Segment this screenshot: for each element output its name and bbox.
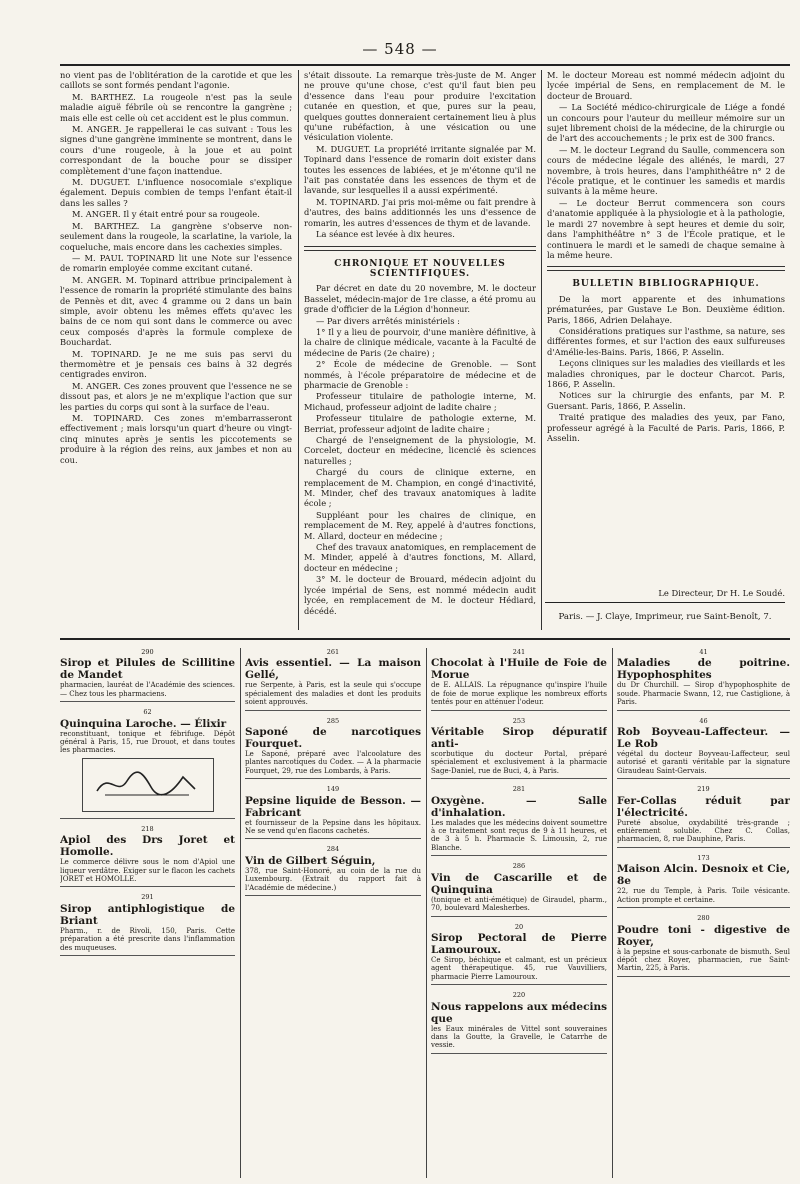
ad-number: 290 xyxy=(141,648,154,656)
ad-body: pharmacien, lauréat de l'Académie des sciences. — Chez tous les pharmaciens. xyxy=(60,681,235,698)
ad-number: 46 xyxy=(699,716,708,725)
ads-column-c xyxy=(431,648,607,1178)
advertisement xyxy=(431,648,607,711)
advertisement xyxy=(431,991,607,1054)
paragraph: M. DUGUET. L'influence nosocomiale s'explique également. Depuis combien de temps l'enfant était-il dans les salles ? xyxy=(60,177,292,208)
ad-body: (tonique et anti-émétique) de Giraudel, pharm., 70, boulevard Malesherbes. xyxy=(431,895,607,913)
ad-body: Les malades que les médecins doivent soumettre à ce traitement sont reçus de 9 à 11 heures, et de 3 à 5 h. Pharmacie S. Limousin, 2, rue Blanche. xyxy=(431,818,607,852)
ad-number: 291 xyxy=(141,893,154,902)
paragraph: M. BARTHEZ. La gangrène s'observe non-seulement dans la rougeole, la scarlatine, la variole, la coqueluche, mais encore dans les cachexies simples. xyxy=(60,220,292,252)
ad-body: 378, rue Saint-Honoré, au coin de la rue du Luxembourg. (Extrait du rapport fait à l'Académie de médecine.) xyxy=(245,866,421,892)
section-rule xyxy=(304,246,536,251)
advertisement xyxy=(431,717,607,780)
ad-body: scorbutique du docteur Portal, préparé spécialement et exclusivement à la pharmacie Sage-Daniel, rue de Buci, 4, à Paris. xyxy=(431,750,607,775)
paragraph: Chef des travaux anatomiques, en remplacement de M. Minder, appelé à d'autres fonctions, M. Allard, docteur en médecine ; xyxy=(304,542,536,573)
paragraph: M. ANGER. M. Topinard attribue principalement à l'essence de romarin la propriété stimulante des bains de Pennès et dit, avec 4 gramme ou 2 dans un bain simple, avoir obtenu les mêmes effets qu'avec les bains de ce nom qui sont dans le commerce ou avec ceux composés d'après la formule complexe de Bouchardat. xyxy=(60,274,292,348)
advertisement xyxy=(431,923,607,986)
paragraph: Suppléant pour les chaires de clinique, en remplacement de M. Rey, appelé à d'autres fonctions, M. Allard, docteur en médecine ; xyxy=(304,509,536,541)
advertisement xyxy=(245,648,421,711)
paragraph: Professeur titulaire de pathologie externe, M. Berriat, professeur adjoint de ladite chaire ; xyxy=(304,413,536,434)
ad-title: Pepsine liquide de Besson. — Fabricant xyxy=(245,794,421,819)
paragraph: M. TOPINARD. J'ai pris moi-même ou fait prendre à d'autres, des bains additionnés les uns d'essence de romarin, les autres d'essences de thym et de lavande. xyxy=(304,196,536,228)
ad-title: Maison Alcin. Desnoix et Cie, 8e xyxy=(617,863,790,888)
paragraph: Par décret en date du 20 novembre, M. le docteur Basselet, médecin-major de 1re classe, a été promu au grade d'officier de la Légion d'honneur. xyxy=(304,283,536,315)
paragraph: M. TOPINARD. Ces zones m'embarrasseront effectivement ; mais lorsqu'un quart d'heure ou vingt-cinq minutes après je sentis les piccotements se produire à la région des reins, aux jambes et non au cou. xyxy=(60,413,292,465)
paragraph: 2° École de médecine de Grenoble. — Sont nommés, à l'école préparatoire de médecine et de pharmacie de Grenoble : xyxy=(304,359,536,390)
paragraph: M. ANGER. Ces zones prouvent que l'essence ne se dissout pas, et alors je ne m'explique l'action que sur les parties du corps qui sont à la surface de l'eau. xyxy=(60,380,292,412)
paragraph: — Le docteur Berrut commencera son cours d'anatomie appliquée à la physiologie et à la pathologie, le mardi 27 novembre à sept heures et demie du soir, dans l'amphithéâtre n° 3 de l'École pratique, et le continuera le mardi et le samedi de chaque semaine à la même heure. xyxy=(547,197,785,260)
paragraph: Chargé du cours de clinique externe, en remplacement de M. Champion, en congé d'inactivité, M. Minder, chef des travaux anatomiques à ladite école ; xyxy=(304,467,536,509)
ad-body: Pureté absolue, oxydabilité très-grande ; entièrement soluble. Chez C. Collas, pharmacien, 8, rue Dauphine, Paris. xyxy=(617,818,790,844)
advertisement xyxy=(617,717,790,780)
advertisement xyxy=(431,785,607,856)
imprint: Paris. — J. Claye, Imprimeur, rue Saint-Benoît, 7. xyxy=(558,612,772,622)
paragraph: M. BARTHEZ. La rougeole n'est pas la seule maladie aiguë fébrile où se rencontre la gangrène ; mais elle est celle où cet accident est le plus commun. xyxy=(60,91,292,123)
chronique-title: CHRONIQUE ET NOUVELLES SCIENTIFIQUES. xyxy=(334,258,506,279)
advertisement xyxy=(245,785,421,839)
paragraph: 3° M. le docteur de Brouard, médecin adjoint du lycée impérial de Sens, est nommé médecin audit lycée, en remplacement de M. le docteur Hédiard, décédé. xyxy=(304,574,536,616)
paragraph: no vient pas de l'oblitération de la carotide et que les caillots se sont formés pendant l'agonie. xyxy=(60,70,292,91)
ad-title: Quinquina Laroche. — Élixir xyxy=(60,717,227,730)
ad-title: Sirop Pectoral de Pierre Lamouroux. xyxy=(431,931,607,956)
ad-number: 241 xyxy=(512,648,526,656)
ad-body: Le commerce délivre sous le nom d'Apiol une liqueur verdâtre. Exiger sur le flacon les cachets JORET et HOMOLLE. xyxy=(60,858,235,884)
page-number: — 548 — xyxy=(362,40,438,58)
paragraph: M. TOPINARD. Je ne me suis pas servi du thermomètre et je pensais ces bains à 32 degrés centigrades environ. xyxy=(60,348,292,380)
paragraph: — M. le docteur Legrand du Saulle, commencera son cours de médecine légale des aliénés, le mardi, 27 novembre, à trois heures, dans l'amphithéâtre n° 2 de l'école pratique, et le continuer les samedis et mardis suivants à la même heure. xyxy=(547,144,785,197)
section-rule xyxy=(547,266,785,271)
ad-title: Vin de Gilbert Séguin, xyxy=(245,854,376,867)
column-divider xyxy=(541,70,542,630)
advertisement xyxy=(60,893,235,956)
ad-body: Le Saponé, préparé avec l'alcoolature des plantes narcotiques du Codex. — A la pharmacie Fourquet, 29, rue des Lombards, à Paris. xyxy=(245,750,421,775)
ad-title: Sirop et Pilules de Scillitine de Mandet xyxy=(60,657,235,682)
ad-body: du Dr Churchill. — Sirop d'hypophosphite de soude. Pharmacie Swann, 12, rue Castiglione, à Paris. xyxy=(617,681,790,707)
ads-column-a xyxy=(60,648,235,1178)
column-3 xyxy=(547,70,785,582)
ad-title: Oxygène. — Salle d'inhalation. xyxy=(431,794,607,819)
ad-number: 41 xyxy=(699,648,708,656)
paragraph: — M. PAUL TOPINARD lit une Note sur l'essence de romarin employée comme excitant cutané. xyxy=(60,252,292,274)
column-divider xyxy=(298,70,299,630)
ad-title: Maladies de poitrine. Hypophosphites xyxy=(617,657,790,682)
ad-body: rue Serpente, à Paris, est la seule qui s'occupe spécialement des maladies et dont les produits soient approuvés. xyxy=(245,681,421,707)
paragraph: M. le docteur Moreau est nommé médecin adjoint du lycée impérial de Sens, en remplacement de M. le docteur de Brouard. xyxy=(547,70,785,101)
paragraph: M. ANGER. Je rappellerai le cas suivant : Tous les signes d'une gangrène imminente se montrent, dans le cours d'une rougeole, à la joue et au point correspondant de la bouche pour se dissiper complètement d'une façon inattendue. xyxy=(60,124,292,176)
director-signature: Le Directeur, Dr H. Le Soudé. xyxy=(658,588,785,598)
paragraph: Notices sur la chirurgie des enfants, par M. P. Guersant. Paris, 1866, P. Asselin. xyxy=(547,390,785,411)
advertisement xyxy=(60,708,235,819)
advertisement xyxy=(617,785,790,848)
paragraph: Chargé de l'enseignement de la physiologie, M. Corcelet, docteur en médecine, licencié ès sciences naturelles ; xyxy=(304,435,536,466)
advertisement xyxy=(245,717,421,780)
imprint-rule xyxy=(545,602,785,603)
ads-divider-line xyxy=(240,648,241,1178)
paragraph: Leçons cliniques sur les maladies des vieillards et les maladies chroniques, par le docteur Charcot. Paris, 1866, P. Asselin. xyxy=(547,358,785,389)
ad-number: 253 xyxy=(512,716,526,725)
ad-number: 280 xyxy=(697,914,710,923)
paragraph: 1° Il y a lieu de pourvoir, d'une manière définitive, à la chaire de clinique médicale, vacante à la Faculté de médecine de Paris (2e chaire) ; xyxy=(304,326,536,358)
ads-divider-line xyxy=(426,648,427,1178)
paragraph: M. ANGER. Il y était entré pour sa rougeole. xyxy=(72,209,260,220)
ad-title: Poudre toni - digestive de Royer, xyxy=(617,923,790,948)
paragraph: — La Société médico-chirurgicale de Liége a fondé un concours pour l'auteur du meilleur mémoire sur un sujet librement choisi de la médecine, de la chirurgie ou de l'art des accouchements ; le prix est de 300 francs. xyxy=(547,102,785,144)
ad-number: 62 xyxy=(143,708,152,717)
ad-number: 261 xyxy=(326,648,340,656)
advertisement xyxy=(617,854,790,908)
ad-number: 285 xyxy=(326,716,340,725)
ad-body: Pharm., r. de Rivoli, 150, Paris. Cette préparation a été prescrite dans l'inflammation des muqueuses. xyxy=(60,926,235,952)
handwritten-signature-icon xyxy=(91,767,201,801)
ads-divider xyxy=(60,638,790,640)
ads-divider-line xyxy=(612,648,613,1178)
column-1 xyxy=(60,70,292,630)
ad-title: Chocolat à l'Huile de Foie de Morue xyxy=(431,657,607,682)
ad-body: Ce Sirop, béchique et calmant, est un précieux agent thérapeutique. 45, rue Vauvilliers, pharmacie Pierre Lamouroux. xyxy=(431,955,607,981)
ad-body: à la pepsine et sous-carbonate de bismuth. Seul dépôt chez Royer, pharmacien, rue Saint-Martin, 225, à Paris. xyxy=(617,947,790,973)
ads-column-d xyxy=(617,648,790,1178)
ad-title: Avis essentiel. — La maison Gellé, xyxy=(245,657,421,682)
paragraph: M. DUGUET. La propriété irritante signalée par M. Topinard dans l'essence de romarin doit exister dans toutes les essences de labiées, et je m'étonne qu'il ne l'ait pas constatée dans les essences de thym et de lavande, sur lesquelles il a aussi expérimenté. xyxy=(304,143,536,196)
advertisement xyxy=(617,648,790,711)
ad-number: 219 xyxy=(697,785,710,794)
ad-body: végétal du docteur Boyveau-Laffecteur, seul autorisé et garanti véritable par la signature Giraudeau Saint-Gervais. xyxy=(617,750,790,775)
bulletin-title: BULLETIN BIBLIOGRAPHIQUE. xyxy=(572,279,760,290)
ad-number: 284 xyxy=(326,845,340,854)
ad-body: reconstituant, tonique et fébrifuge. Dépôt général à Paris, 15, rue Drouot, et dans toutes les pharmacies. xyxy=(60,729,235,755)
column-2 xyxy=(304,70,536,630)
ad-body: et fournisseur de la Pepsine dans les hôpitaux. Ne se vend qu'en flacons cachetés. xyxy=(245,818,421,836)
ad-body: de E. ALLAIS. La répugnance qu'inspire l'huile de foie de morue explique les nombreux efforts tentés pour en atténuer l'odeur. xyxy=(431,681,607,707)
ad-number: 149 xyxy=(326,785,340,794)
ad-title: Apiol des Drs Joret et Homolle. xyxy=(60,834,235,859)
paragraph: Traité pratique des maladies des yeux, par Fano, professeur agrégé à la Faculté de Paris. Paris, 1866, P. Asselin. xyxy=(547,412,785,443)
paragraph: Considérations pratiques sur l'asthme, sa nature, ses différentes formes, et sur l'action des eaux sulfureuses d'Amélie-les-Bains. Paris, 1866, P. Asselin. xyxy=(547,325,785,357)
advertisement xyxy=(60,648,235,702)
ad-number: 281 xyxy=(512,785,526,794)
ad-title: Véritable Sirop dépuratif anti- xyxy=(431,726,607,751)
advertisement xyxy=(60,825,235,888)
paragraph: La séance est levée à dix heures. xyxy=(316,229,455,240)
advertisement xyxy=(617,914,790,977)
ad-title: Fer-Collas réduit par l'électricité. xyxy=(617,794,790,819)
paragraph: Professeur titulaire de pathologie interne, M. Michaud, professeur adjoint de ladite chaire ; xyxy=(304,391,536,412)
ad-number: 286 xyxy=(512,862,526,871)
paragraph: De la mort apparente et des inhumations prématurées, par Gustave Le Bon. Deuxième édition. Paris, 1866, Adrien Delahaye. xyxy=(547,293,785,325)
ad-number: 218 xyxy=(141,824,154,833)
advertisement xyxy=(431,862,607,916)
ad-number: 173 xyxy=(697,853,710,862)
signature-stamp xyxy=(82,758,214,812)
ad-title: Saponé de narcotiques Fourquet. xyxy=(245,726,421,751)
advertisement xyxy=(245,845,421,896)
ad-number: 20 xyxy=(514,922,524,931)
paragraph: — Par divers arrêtés ministériels : xyxy=(316,315,460,326)
ad-title: Nous rappelons aux médecins que xyxy=(431,1000,607,1025)
ad-title: Vin de Cascarille et de Quinquina xyxy=(431,871,607,896)
ad-title: Rob Boyveau-Laffecteur. — Le Rob xyxy=(617,726,790,751)
ad-body: les Eaux minérales de Vittel sont souveraines dans la Goutte, la Gravelle, le Catarrhe de vessie. xyxy=(431,1024,607,1050)
ad-body: 22, rue du Temple, à Paris. Toile vésicante. Action prompte et certaine. xyxy=(617,887,790,904)
ad-number: 220 xyxy=(512,991,526,1000)
ad-title: Sirop antiphlogistique de Briant xyxy=(60,902,235,927)
paragraph: s'était dissoute. La remarque très-juste de M. Anger ne prouve qu'une chose, c'est qu'il faut bien peu d'essence dans l'eau pour produire l'excitation cutanée en question, et que, pures sur la peau, quelques gouttes donneraient certainement lieu à plus qu'une rubéfaction, à une vésication ou une vésiculation violente. xyxy=(304,70,536,143)
ads-column-b xyxy=(245,648,421,1178)
top-rule xyxy=(60,64,790,66)
